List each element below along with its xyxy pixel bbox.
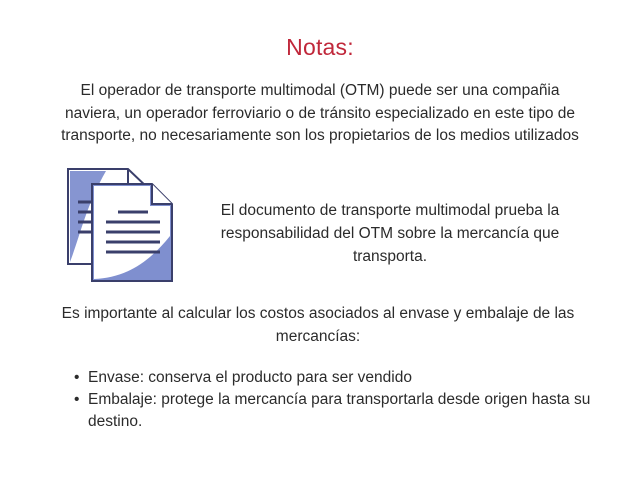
intro-paragraph: El operador de transporte multimodal (OTM) puede ser una compañia naviera, un operador ferroviario o de tránsito especializado en este tipo de transporte, no necesariamente son los propietarios de los medios utilizados: [61, 82, 579, 144]
document-copies-icon: [66, 166, 176, 284]
list-item-text: Envase: conserva el producto para ser vendido: [88, 369, 412, 386]
page-title: Notas:: [286, 34, 354, 60]
important-paragraph: Es importante al calcular los costos asociados al envase y embalaje de las mercancías:: [61, 305, 575, 345]
list-item: [72, 389, 602, 433]
bullet-icon: •: [74, 391, 80, 408]
list-item-text: Embalaje: protege la mercancía para transportarla desde origen hasta su destino.: [88, 391, 591, 430]
document-paragraph: El documento de transporte multimodal prueba la responsabilidad del OTM sobre la mercancía que transporta.: [220, 202, 560, 265]
bullet-list: [72, 367, 602, 433]
bullet-icon: •: [74, 369, 80, 386]
list-item: [72, 367, 602, 389]
